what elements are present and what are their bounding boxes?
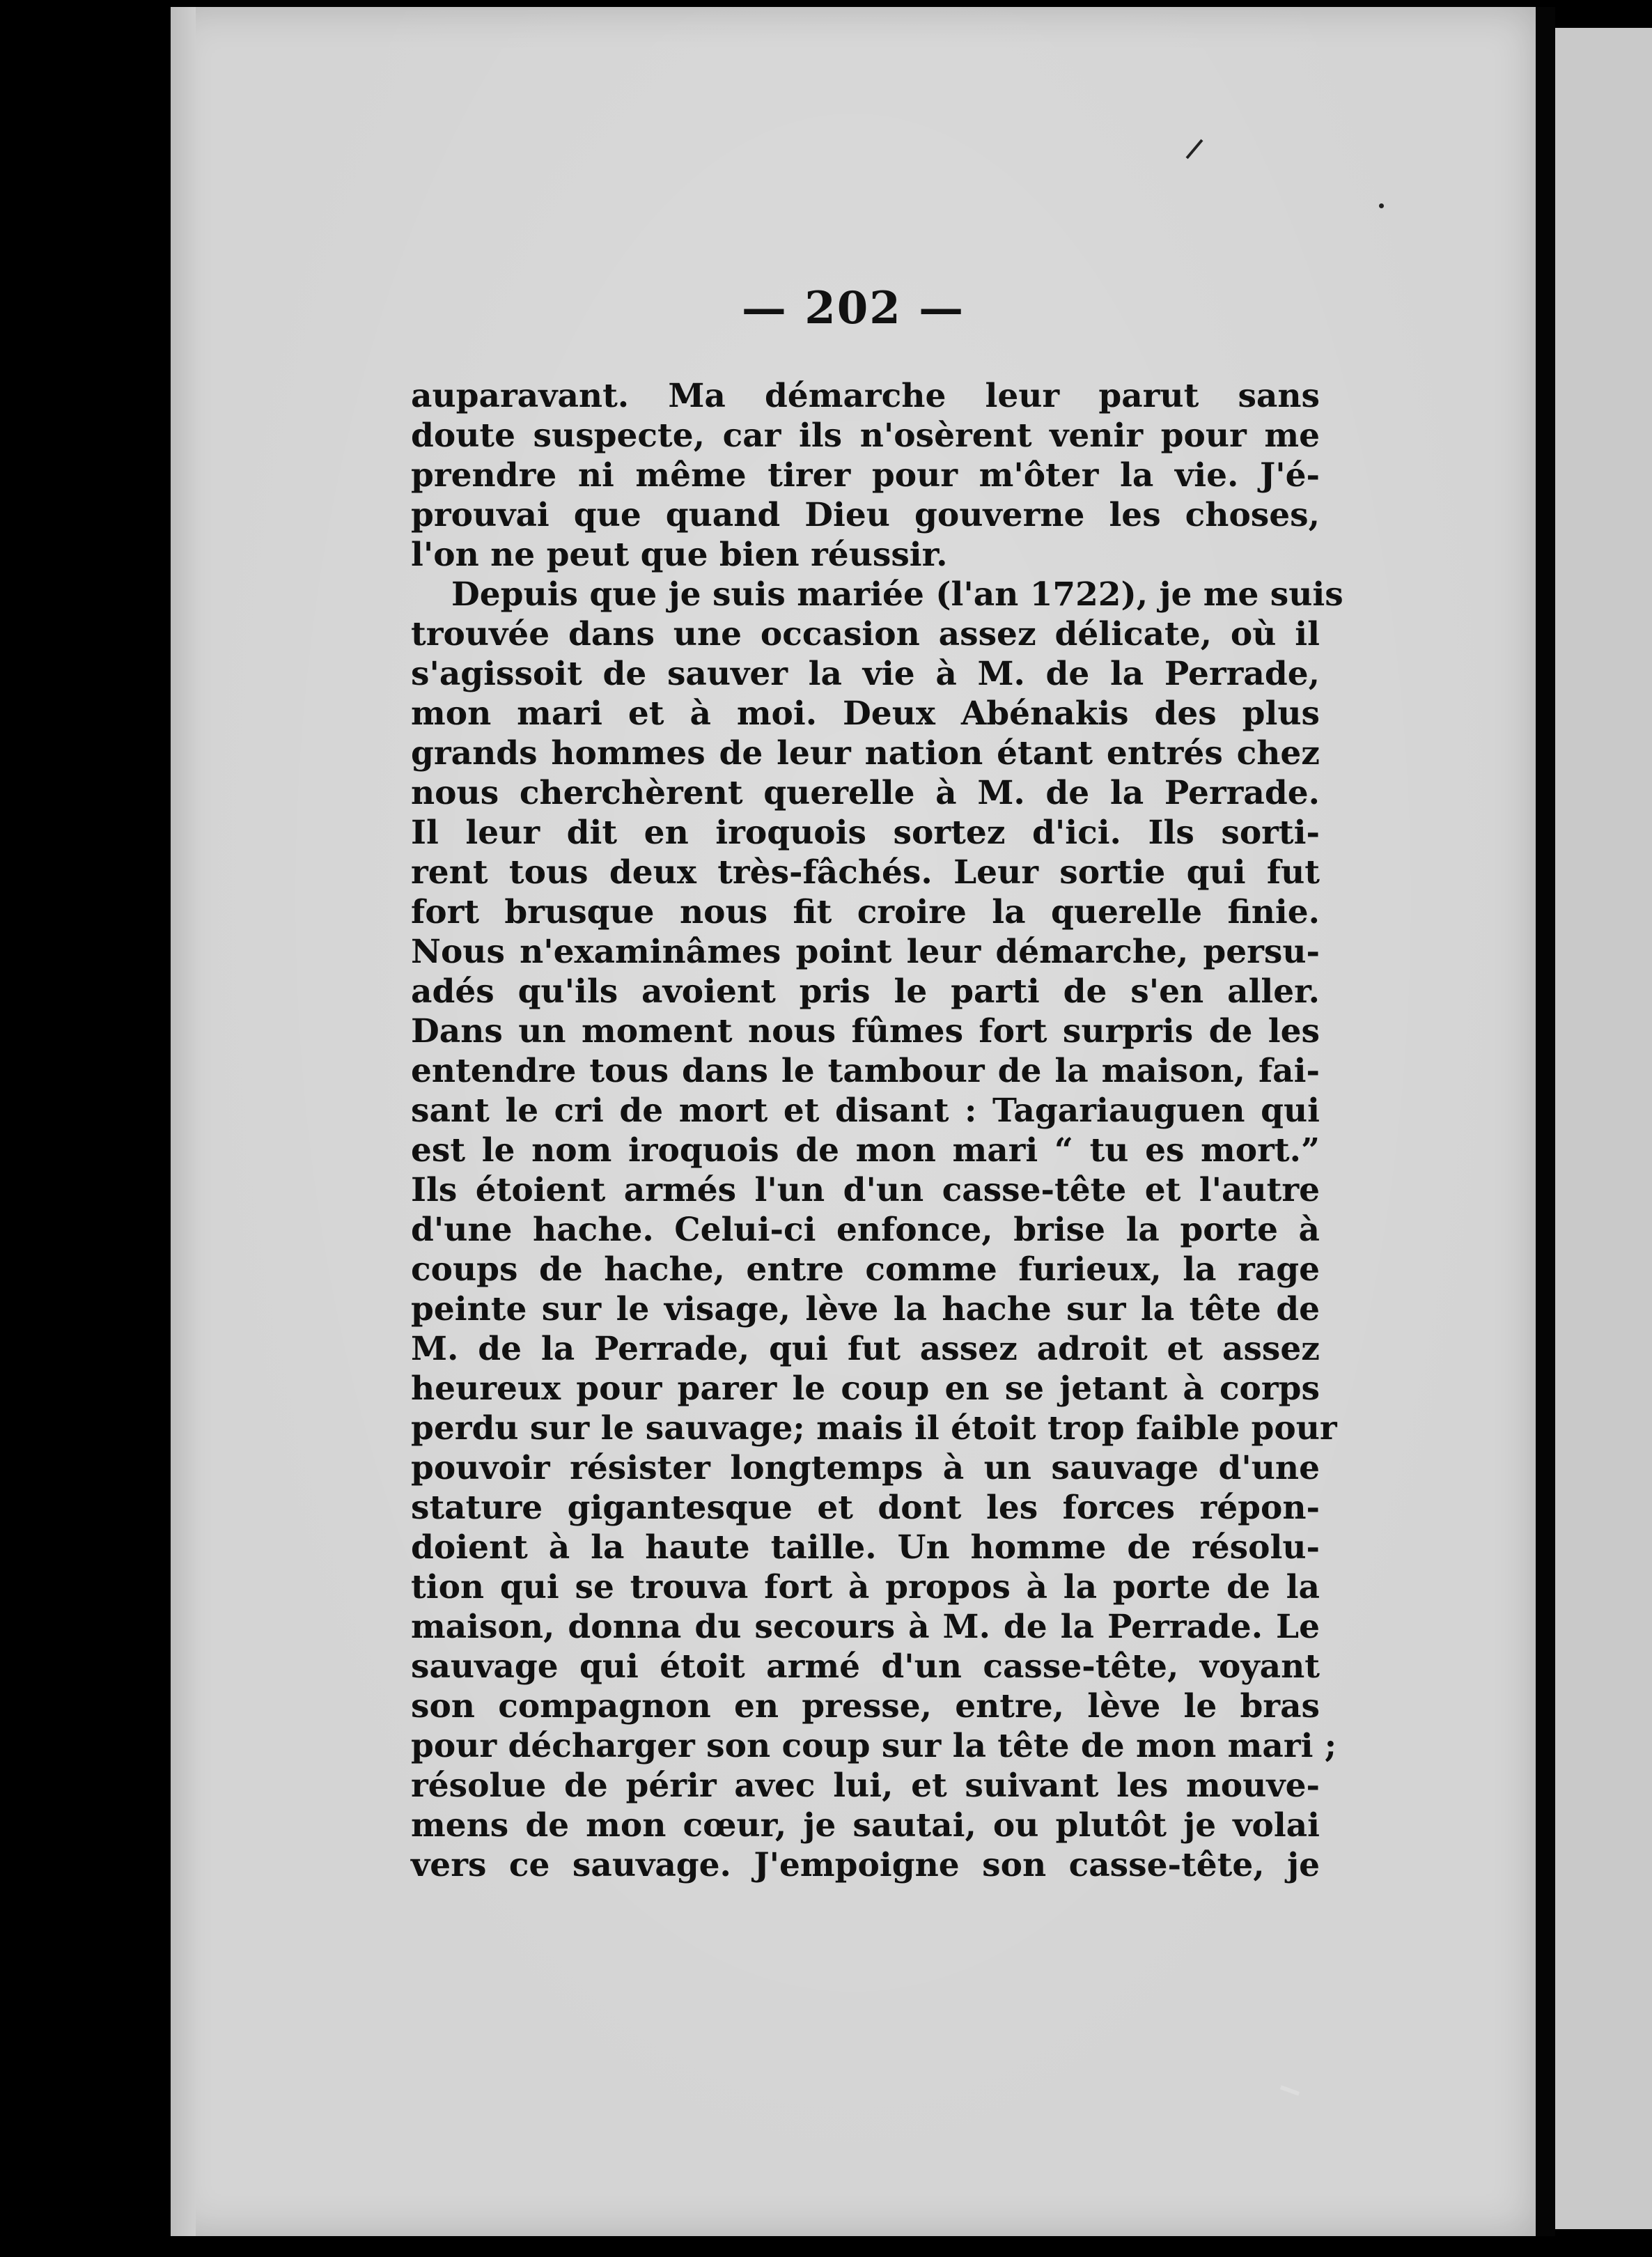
text-line: est le nom iroquois de mon mari “ tu es mort.” (411, 1131, 1320, 1170)
text-line: doient à la haute taille. Un homme de résolu- (411, 1528, 1320, 1567)
text-line: adés qu'ils avoient pris le parti de s'en aller. (411, 972, 1320, 1011)
text-line: pouvoir résister longtemps à un sauvage d'une (411, 1449, 1320, 1487)
text-line: Ils étoient armés l'un d'un casse-tête et l'autre (411, 1171, 1320, 1209)
page-number: — 202 — (741, 282, 965, 334)
speck-mark (1379, 203, 1384, 208)
text-line: vers ce sauvage. J'empoigne son casse-tête, je (411, 1846, 1320, 1884)
text-line: doute suspecte, car ils n'osèrent venir pour me (411, 417, 1320, 455)
text-line: prouvai que quand Dieu gouverne les choses, (411, 496, 1320, 534)
text-line: Depuis que je suis mariée (l'an 1722), je me suis (451, 575, 1343, 614)
text-line: pour décharger son coup sur la tête de mon mari ; (411, 1727, 1337, 1765)
page-gutter (1536, 7, 1555, 2236)
text-line: mens de mon cœur, je sautai, ou plutôt je volai (411, 1806, 1320, 1845)
text-line: résolue de périr avec lui, et suivant les mouve- (411, 1767, 1320, 1805)
text-line: trouvée dans une occasion assez délicate, où il (411, 615, 1320, 653)
text-line: tion qui se trouva fort à propos à la porte de la (411, 1568, 1320, 1606)
text-line: auparavant. Ma démarche leur parut sans (411, 377, 1320, 415)
text-line: prendre ni même tirer pour m'ôter la vie. J'é- (411, 456, 1320, 495)
body-text (411, 376, 1343, 1885)
page-fold-shadow (171, 7, 196, 2236)
text-line: stature gigantesque et dont les forces répon- (411, 1489, 1320, 1527)
text-line: Il leur dit en iroquois sortez d'ici. Ils sorti- (411, 814, 1320, 852)
text-line: d'une hache. Celui-ci enfonce, brise la porte à (411, 1211, 1320, 1249)
text-line: l'on ne peut que bien réussir. (411, 536, 948, 574)
text-line: Dans un moment nous fûmes fort surpris de les (411, 1012, 1320, 1050)
text-line: son compagnon en presse, entre, lève le bras (411, 1687, 1320, 1725)
text-line: Nous n'examinâmes point leur démarche, persu- (411, 933, 1320, 971)
text-line: grands hommes de leur nation étant entrés chez (411, 734, 1320, 773)
text-line: fort brusque nous fit croire la querelle finie. (411, 893, 1320, 931)
adjacent-page-edge (1555, 28, 1652, 2229)
text-line: nous cherchèrent querelle à M. de la Perrade. (411, 774, 1320, 812)
text-line: perdu sur le sauvage; mais il étoit trop faible pour (411, 1409, 1337, 1448)
text-line: M. de la Perrade, qui fut assez adroit et assez (411, 1330, 1320, 1368)
text-line: sauvage qui étoit armé d'un casse-tête, voyant (411, 1647, 1320, 1686)
text-line: coups de hache, entre comme furieux, la rage (411, 1250, 1320, 1289)
text-line: mon mari et à moi. Deux Abénakis des plus (411, 695, 1320, 733)
text-line: entendre tous dans le tambour de la maison, fai- (411, 1052, 1320, 1090)
text-line: rent tous deux très-fâchés. Leur sortie qui fut (411, 853, 1320, 892)
text-line: sant le cri de mort et disant : Tagariauguen qui (411, 1092, 1320, 1130)
text-line: heureux pour parer le coup en se jetant à corps (411, 1370, 1320, 1408)
text-line: peinte sur le visage, lève la hache sur la tête de (411, 1290, 1320, 1328)
text-line: maison, donna du secours à M. de la Perrade. Le (411, 1608, 1320, 1646)
text-line: s'agissoit de sauver la vie à M. de la Perrade, (411, 655, 1320, 693)
